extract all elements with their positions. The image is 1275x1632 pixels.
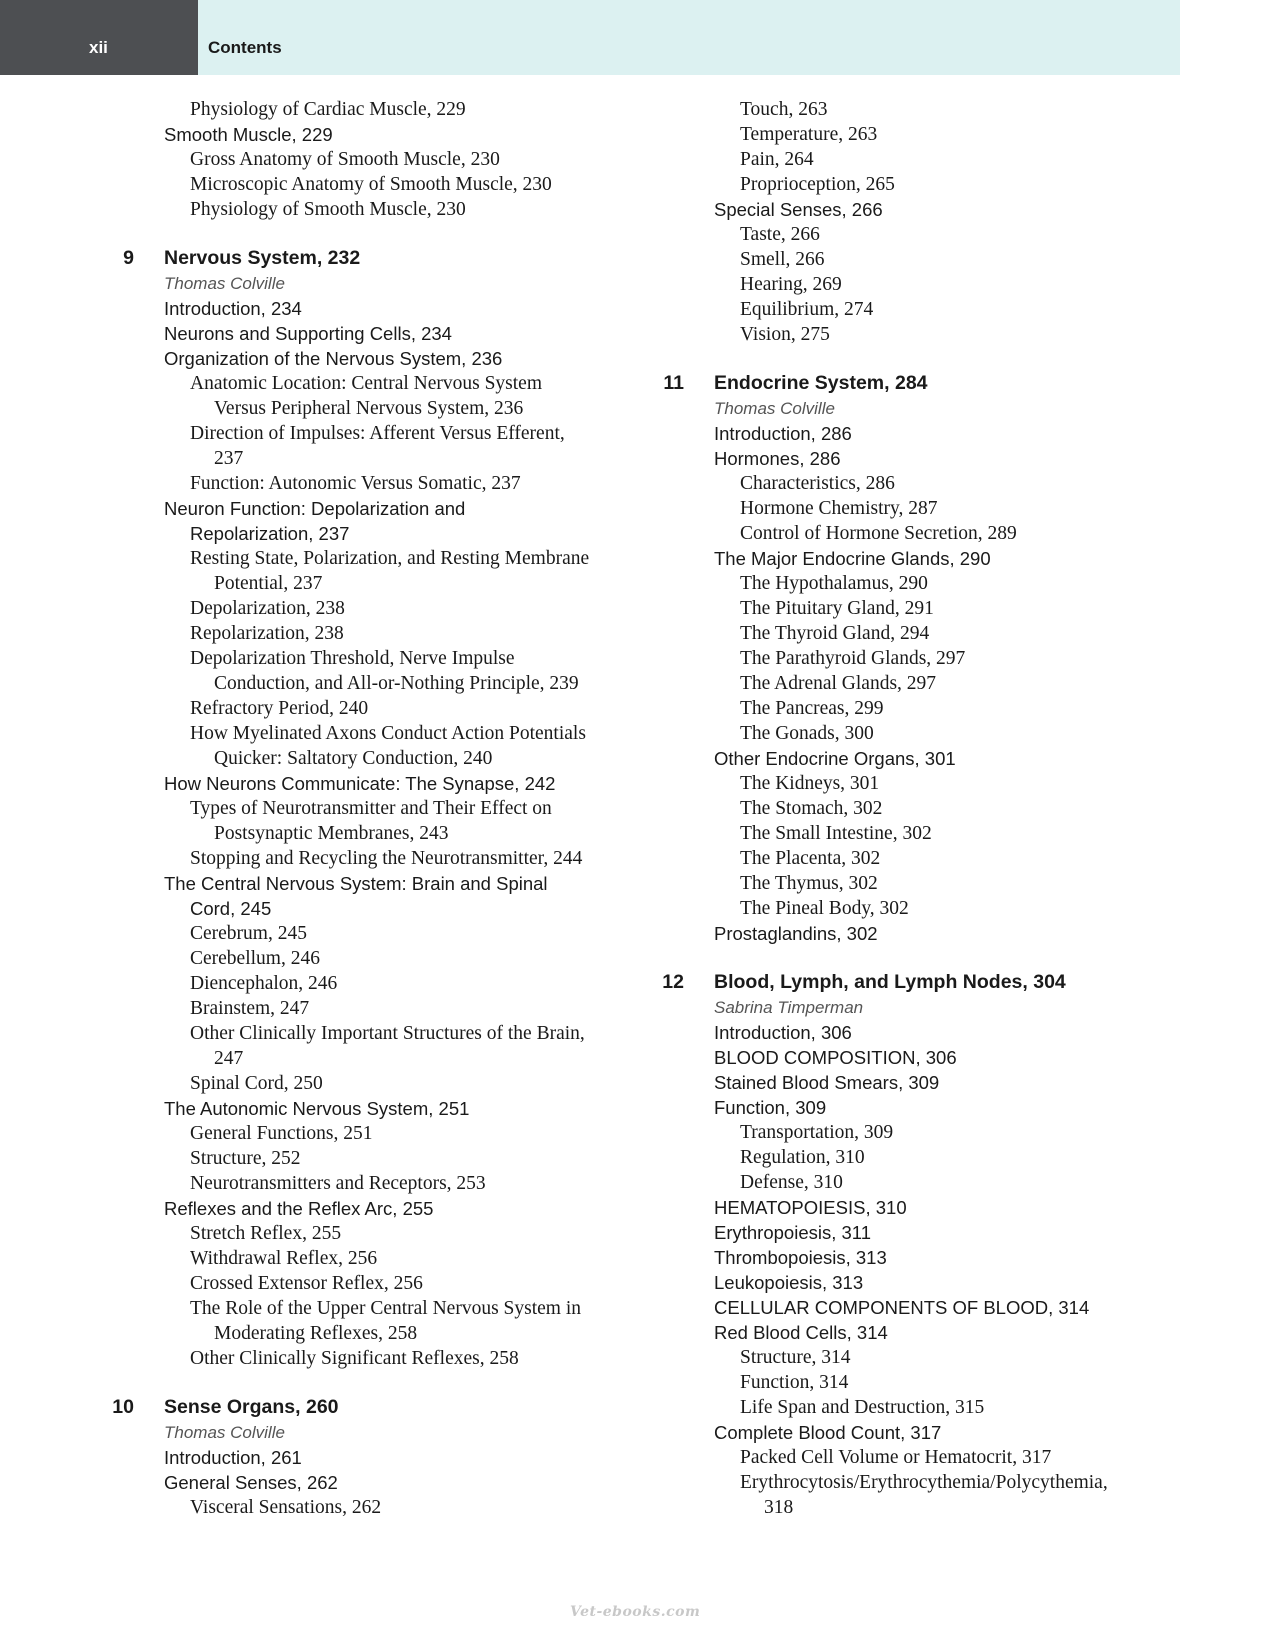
watermark-logo: Vet-ebooks.com: [570, 1604, 701, 1620]
chapter-author: Sabrina Timperman: [714, 998, 864, 1017]
section-title-bar: [198, 0, 1180, 75]
toc-subsection: Characteristics, 286: [740, 473, 895, 494]
toc-subsection: Brainstem, 247: [190, 998, 310, 1019]
toc-section: Introduction, 261: [164, 1447, 302, 1468]
toc-section: General Senses, 262: [164, 1472, 338, 1493]
toc-subsection: Taste, 266: [740, 224, 820, 245]
toc-subsection: Structure, 252: [190, 1148, 301, 1169]
toc-section: Prostaglandins, 302: [714, 923, 878, 944]
toc-subsection: Direction of Impulses: Afferent Versus Efferent,: [190, 423, 565, 444]
toc-subsection: Erythrocytosis/Erythrocythemia/Polycythemia,: [740, 1472, 1108, 1493]
toc-section: The Major Endocrine Glands, 290: [714, 548, 991, 569]
toc-subsection: The Hypothalamus, 290: [740, 573, 928, 594]
toc-section: Neuron Function: Depolarization and: [164, 498, 466, 519]
toc-section: Special Senses, 266: [714, 199, 883, 220]
toc-section: Other Endocrine Organs, 301: [714, 748, 956, 769]
toc-continuation: Potential, 237: [214, 573, 323, 594]
toc-subsection: Other Clinically Important Structures of the Brain,: [190, 1023, 585, 1044]
toc-subsection: Stretch Reflex, 255: [190, 1223, 342, 1244]
toc-subsection: The Placenta, 302: [740, 848, 881, 869]
toc-continuation: 247: [214, 1048, 244, 1069]
toc-continuation: Cord, 245: [190, 898, 272, 919]
toc-subsection: Regulation, 310: [740, 1147, 865, 1168]
chapter-author: Thomas Colville: [164, 274, 285, 293]
toc-subsection: Stopping and Recycling the Neurotransmitter, 244: [190, 848, 583, 869]
toc-subsection: The Thyroid Gland, 294: [740, 623, 930, 644]
toc-subsection: The Adrenal Glands, 297: [740, 673, 937, 694]
toc-subsection: Microscopic Anatomy of Smooth Muscle, 230: [190, 174, 552, 195]
toc-continuation: Conduction, and All-or-Nothing Principle, 239: [214, 673, 579, 694]
toc-section: Thrombopoiesis, 313: [714, 1247, 887, 1268]
toc-section: Erythropoiesis, 311: [714, 1222, 871, 1243]
toc-subsection: Transportation, 309: [740, 1122, 894, 1143]
toc-section: BLOOD COMPOSITION, 306: [714, 1047, 957, 1068]
toc-left-column: [110, 97, 640, 1520]
toc-subsection: The Parathyroid Glands, 297: [740, 648, 966, 669]
toc-section: Complete Blood Count, 317: [714, 1422, 942, 1443]
toc-section: HEMATOPOIESIS, 310: [714, 1197, 907, 1218]
toc-subsection: Resting State, Polarization, and Resting Membrane: [190, 548, 590, 569]
chapter-number: 10: [112, 1396, 134, 1418]
toc-subsection: The Pancreas, 299: [740, 698, 884, 719]
toc-section: Red Blood Cells, 314: [714, 1322, 888, 1343]
toc-subsection: Physiology of Cardiac Muscle, 229: [190, 99, 466, 120]
toc-section: Introduction, 234: [164, 298, 302, 319]
section-spacer: [110, 222, 640, 246]
toc-subsection: Crossed Extensor Reflex, 256: [190, 1273, 423, 1294]
toc-subsection: The Stomach, 302: [740, 798, 883, 819]
toc-continuation: Quicker: Saltatory Conduction, 240: [214, 748, 493, 769]
toc-subsection: Function, 314: [740, 1372, 849, 1393]
toc-subsection: Depolarization Threshold, Nerve Impulse: [190, 648, 515, 669]
toc-subsection: Spinal Cord, 250: [190, 1073, 323, 1094]
toc-subsection: Cerebellum, 246: [190, 948, 320, 969]
chapter-title: Nervous System, 232: [164, 247, 361, 269]
toc-subsection: Cerebrum, 245: [190, 923, 307, 944]
toc-subsection: The Pituitary Gland, 291: [740, 598, 934, 619]
toc-subsection: Control of Hormone Secretion, 289: [740, 523, 1017, 544]
toc-subsection: Equilibrium, 274: [740, 299, 874, 320]
toc-continuation: Repolarization, 237: [190, 523, 350, 544]
chapter-title: Blood, Lymph, and Lymph Nodes, 304: [714, 971, 1066, 993]
chapter-title: Endocrine System, 284: [714, 372, 928, 394]
chapter-title: Sense Organs, 260: [164, 1396, 339, 1418]
toc-section: Hormones, 286: [714, 448, 841, 469]
toc-subsection: Refractory Period, 240: [190, 698, 369, 719]
toc-section: Neurons and Supporting Cells, 234: [164, 323, 452, 344]
chapter-heading: [660, 970, 1230, 995]
toc-section: Reflexes and the Reflex Arc, 255: [164, 1198, 434, 1219]
toc-subsection: Withdrawal Reflex, 256: [190, 1248, 378, 1269]
toc-subsection: Proprioception, 265: [740, 174, 895, 195]
chapter-heading: [110, 246, 640, 271]
chapter-author: Thomas Colville: [714, 399, 835, 418]
toc-subsection: Other Clinically Significant Reflexes, 258: [190, 1348, 519, 1369]
chapter-number: 9: [123, 247, 134, 269]
toc-subsection: How Myelinated Axons Conduct Action Potentials: [190, 723, 586, 744]
toc-continuation: 318: [764, 1497, 794, 1518]
toc-section: Function, 309: [714, 1097, 827, 1118]
toc-section: Leukopoiesis, 313: [714, 1272, 864, 1293]
toc-subsection: The Role of the Upper Central Nervous System in: [190, 1298, 581, 1319]
toc-section: Introduction, 286: [714, 423, 852, 444]
chapter-number: 12: [662, 971, 684, 993]
toc-subsection: Structure, 314: [740, 1347, 851, 1368]
toc-section: Smooth Muscle, 229: [164, 124, 333, 145]
toc-subsection: Function: Autonomic Versus Somatic, 237: [190, 473, 521, 494]
toc-right-column: [660, 97, 1230, 1520]
toc-subsection: Repolarization, 238: [190, 623, 344, 644]
toc-continuation: 237: [214, 448, 244, 469]
toc-subsection: Depolarization, 238: [190, 598, 345, 619]
toc-subsection: Gross Anatomy of Smooth Muscle, 230: [190, 149, 500, 170]
chapter-heading: [110, 1395, 640, 1420]
section-spacer: [660, 946, 1230, 970]
toc-subsection: Anatomic Location: Central Nervous System: [190, 373, 543, 394]
toc-subsection: Physiology of Smooth Muscle, 230: [190, 199, 466, 220]
toc-section: Stained Blood Smears, 309: [714, 1072, 940, 1093]
toc-section: CELLULAR COMPONENTS OF BLOOD, 314: [714, 1297, 1090, 1318]
toc-subsection: Touch, 263: [740, 99, 828, 120]
toc-continuation: Versus Peripheral Nervous System, 236: [214, 398, 524, 419]
toc-subsection: General Functions, 251: [190, 1123, 373, 1144]
toc-section: Introduction, 306: [714, 1022, 852, 1043]
toc-subsection: Smell, 266: [740, 249, 825, 270]
toc-subsection: Types of Neurotransmitter and Their Effect on: [190, 798, 552, 819]
toc-continuation: Moderating Reflexes, 258: [214, 1323, 418, 1344]
toc-subsection: Hearing, 269: [740, 274, 842, 295]
toc-subsection: Pain, 264: [740, 149, 814, 170]
toc-subsection: The Pineal Body, 302: [740, 898, 909, 919]
chapter-author: Thomas Colville: [164, 1423, 285, 1442]
toc-subsection: The Kidneys, 301: [740, 773, 880, 794]
toc-subsection: Life Span and Destruction, 315: [740, 1397, 985, 1418]
toc-section: Organization of the Nervous System, 236: [164, 348, 503, 369]
section-title: Contents: [208, 38, 282, 57]
toc-subsection: Defense, 310: [740, 1172, 843, 1193]
page-number-box: [0, 0, 198, 75]
chapter-heading: [660, 371, 1230, 396]
toc-subsection: Vision, 275: [740, 324, 830, 345]
toc-subsection: Hormone Chemistry, 287: [740, 498, 938, 519]
toc-section: The Autonomic Nervous System, 251: [164, 1098, 470, 1119]
section-spacer: [660, 347, 1230, 371]
toc-subsection: The Gonads, 300: [740, 723, 874, 744]
page-number: xii: [89, 38, 108, 57]
chapter-number: 11: [663, 372, 684, 394]
toc-subsection: The Thymus, 302: [740, 873, 878, 894]
toc-continuation: Postsynaptic Membranes, 243: [214, 823, 449, 844]
toc-section: The Central Nervous System: Brain and Spinal: [164, 873, 548, 894]
toc-subsection: Neurotransmitters and Receptors, 253: [190, 1173, 486, 1194]
toc-subsection: Packed Cell Volume or Hematocrit, 317: [740, 1447, 1052, 1468]
section-spacer: [110, 1371, 640, 1395]
toc-subsection: Diencephalon, 246: [190, 973, 338, 994]
toc-subsection: Temperature, 263: [740, 124, 878, 145]
toc-subsection: The Small Intestine, 302: [740, 823, 932, 844]
toc-section: How Neurons Communicate: The Synapse, 242: [164, 773, 556, 794]
toc-subsection: Visceral Sensations, 262: [190, 1497, 382, 1518]
